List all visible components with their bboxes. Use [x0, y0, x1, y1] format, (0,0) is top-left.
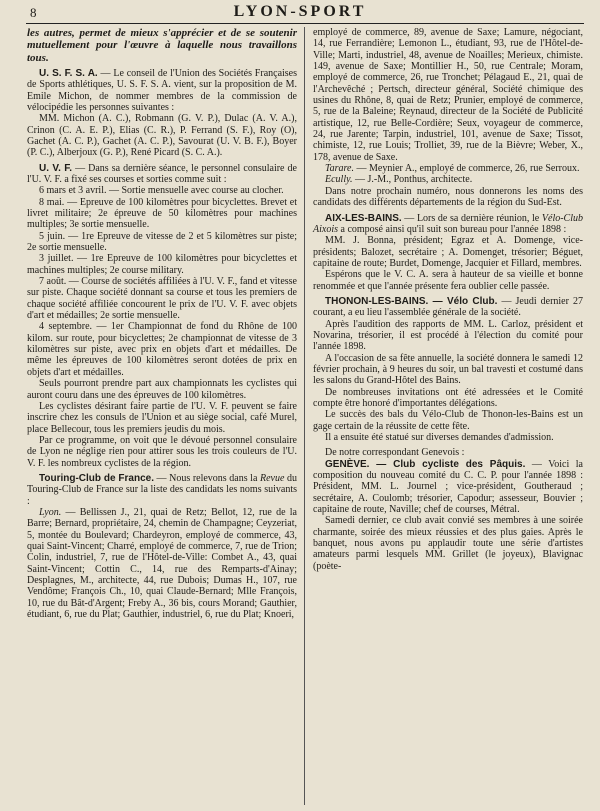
uvf-text: — Dans sa dernière séance, le personnel consulaire de l'U. V. F. a fixé ses courses et sorties comme suit : — [27, 162, 297, 185]
tarare-text: — Meynier A., employé de commerce, 26, rue Serroux. — [354, 163, 580, 175]
left-column — [27, 27, 297, 620]
tarare-label: Tarare. — [325, 163, 354, 175]
geneve-text: — Voici la composition du nouveau comité du C. C. P. pour l'année 1898 : Président, MM. L. Journel ; vice-président, Goutheraud ; secrétaire, A. Coulomb; trésorier, Capodur; assesseur, Bouvier ; capitaine de route, Naville; chef de courses, Métral. — [313, 458, 583, 516]
usfsa-paragraph — [27, 68, 297, 113]
usfsa-text: — Le conseil de l'Union des Sociétés Françaises de Sports athlétiques, U. S. F. S. A. vient, sur la proposition de M. Emile Michon, de nommer membres de la commission de vélocipédie les personnes suivantes : — [27, 67, 298, 113]
usfsa-heading: U. S. F. S. A. — [39, 67, 98, 79]
geneve-paragraph — [313, 459, 583, 516]
thonon-paragraph-4: De nombreuses invitations ont été adressées et le Comité compte être honoré d'importantes délégations. — [313, 386, 583, 409]
next-issue-note: Dans notre prochain numéro, nous donnerons les noms des candidats des différents départements de la région du Sud-Est. — [313, 185, 583, 209]
lyon-text: — Bellissen J., 21, quai de Retz; Bellot, 12, rue de la Barre; Bernard, propriétaire, 24, chemin de Champagne; Ceyzeriat, 5, montée du Boulevard; Chardeyron, employé de commerce, 43, quai Saint-Vincent; Charré, employé de commerce, 7, rue de Trion; Colin, industriel, 7, rue de l'Hôtel-de-Ville: Combet A., 43, quai Saint-Vincent; Cottin C., 14, rue des Remparts-d'Ainay; Desplagnes, M., architecte, 44, rue Dubois; Dumas H., 107, rue Vendôme; François Ch., 10, quai Claude-Bernard; Mlle François, 10, rue du Bât-d'Argent; Freby A., 36 bis, cours Morand; Gauthier, étudiant, 6, rue du Plat; Gauthier, industriel, 6, rue du Plat; Knoeri, — [27, 506, 297, 621]
uvf-item: Les cyclistes désirant faire partie de l'U. V. F. peuvent se faire inscrire chez les consuls de l'Union et au siège social, café Murel, place Bellecour, tous les premiers jeudis du mois. — [27, 400, 297, 435]
ecully-text: — J.-M., Ponthus, architecte. — [352, 174, 473, 186]
uvf-item: Seuls pourront prendre part aux championnats les cyclistes qui auront couru dans une des épreuves de 100 kilomètres. — [27, 378, 297, 401]
ecully-label: Ecully. — [325, 174, 353, 186]
uvf-item: 4 septembre. — 1er Championnat de fond du Rhône de 100 kilom. sur route, pour bicyclettes; 2e championnat de vitesse de 3 kilomètres sur piste, avec prix en objets d'art et médailles. De même les épreuves de 100 kilomètres seront dotées de prix en objets d'art et médailles. — [27, 321, 297, 378]
tarare-entry — [313, 163, 583, 174]
uvf-item: 6 mars et 3 avril. — Sortie mensuelle avec course au clocher. — [39, 185, 284, 197]
thonon-paragraph-5: Le succès des bals du Vélo-Club de Thonon-les-Bains est un gage certain de la réussite de cette fête. — [313, 409, 583, 432]
thonon-paragraph-6: Il a ensuite été statué sur diverses demandes d'admission. — [325, 432, 554, 444]
aix-paragraph — [313, 213, 583, 236]
intro-paragraph: les autres, permet de mieux s'apprécier et de se soutenir mutuellement pour l'œuvre à laquelle nous travaillons tous. — [27, 27, 297, 64]
thonon-paragraph-2: Après l'audition des rapports de MM. L. Carloz, président et Novarina, trésorier, il est procédé à l'élection du comité pour l'année 1898. — [313, 318, 583, 353]
geneva-correspondent: De notre correspondant Genevois : — [325, 447, 465, 459]
thonon-heading: THONON-LES-BAINS. — Vélo Club. — [325, 295, 498, 307]
page-number: 8 — [30, 5, 37, 20]
ecully-entry — [313, 174, 583, 185]
uvf-item: 7 août. — Course de sociétés affiliées à l'U. V. F., fand et vitesse sur piste. Chaque société donnant sa course et tous les premiers de chaque société affiliée concourent le prix de l'U. V. F. avec objets d'art et médailles; 2e sortie mensuelle. — [27, 276, 297, 322]
thonon-text: — Jeudi dernier 27 courant, a eu lieu l'assemblée générale de la société. — [313, 295, 583, 319]
right-column — [313, 27, 583, 572]
candidates-continued: employé de commerce, 89, avenue de Saxe; Lamure, négociant, 14, rue Ferrandière; Lemonon L., étudiant, 93, rue de l'Hôtel-de-Ville; Marti, industriel, 48, avenue de Noailles; Merieux, chimiste. 149, avenue de Saxe; Montillier H., 50, rue Centrale; Moram, employé de commerce, 26, rue Tronchet; Pélagaud E., 21, quai de l'Archevêché ; Pertsch, directeur général, Société chimique des usines du Rhône, 8, quai de Retz; Prunier, employé de commerce, 5, rue de la Baleine; Reynaud, directeur de la Société de Publicité artistique, 12, rue Belle-Cordière; Seux, voyageur de commerce, 24, rue Jarente; Tarpin, industriel, 101, avenue de Saxe; Tissot, chimiste, 12, rue Louis; Trolliet, 39, rue de la Bièvre; Weber, X., 178, avenue de Saxe. — [313, 27, 583, 163]
geneve-paragraph-2: Samedi dernier, ce club avait convié ses membres à une soirée charmante, soirée des mieux réussies et des plus gaies. Après le banquet, nous avons pu applaudir toute une série d'artistes amateurs parmi lesquels MM. Grillet (le joyeux), Blavignac (poète- — [313, 515, 583, 572]
uvf-heading: U. V. F. — [39, 162, 72, 174]
thonon-paragraph-3: A l'occasion de sa fête annuelle, la société donnera le samedi 12 février prochain, à 9 heures du soir, un bal travesti et costumé dans les salons du Grand-Hôtel des Bains. — [313, 352, 583, 387]
thonon-paragraph — [313, 296, 583, 319]
touring-club-heading: Touring-Club de France. — [39, 472, 154, 484]
aix-names: MM. J. Bonna, président; Egraz et A. Domenge, vice-présidents; Balozet, secrétaire ; A. Domenget, trésorier; Béguet, capitaine de route; Burdet, Domenge, Jacquier et Fillard, membres. — [313, 235, 583, 269]
masthead: LYON-SPORT — [233, 3, 367, 20]
aix-text: — Lors de sa dernière réunion, le — [401, 212, 542, 224]
lyon-candidates — [27, 507, 297, 620]
aix-heading: AIX-LES-BAINS. — [325, 212, 402, 224]
uvf-item: 3 juillet. — 1re Epreuve de 100 kilomètres pour bicyclettes et machines multiples; 2e course military. — [27, 253, 297, 276]
touring-club-paragraph — [27, 473, 297, 507]
revue-title: Revue — [259, 472, 285, 484]
column-divider — [304, 27, 305, 805]
lyon-label: Lyon. — [39, 506, 62, 518]
header-rule — [26, 23, 584, 24]
touring-club-text: — Nous relevons dans la — [156, 472, 260, 484]
geneve-heading: GENÈVE. — Club cycliste des Pâquis. — [325, 458, 526, 470]
uvf-item: 5 juin. — 1re Epreuve de vitesse de 2 et 5 kilomètres sur piste; 2e sortie mensuelle. — [27, 230, 297, 254]
usfsa-names: MM. Michon (A. C.), Robmann (G. V. P.), Dulac (A. V. A.), Crinon (C. A. E. P.), Elias (C. R.), P. Ferrand (S. F.), Roy (O), Gachet (A. C. P.), Gachet (A. C. P.), Savourat (U. V. B. F.), Boyer (P. C.), Alberjoux (G. P.), René Picard (S. C. A.). — [27, 113, 297, 159]
uvf-item: 8 mai. — Epreuve de 100 kilomètres pour bicyclettes. Brevet et livret militaire; 2e épreuve de 50 kilomètres pour machines multiples; 3e sortie mensuelle. — [27, 196, 297, 231]
uvf-paragraph — [27, 163, 297, 186]
uvf-item: Par ce programme, on voit que le dévoué personnel consulaire de Lyon ne néglige rien pour attirer sous les trois couleurs de l'U. V. F. les nombreux cyclistes de la région. — [27, 434, 297, 469]
aix-club-name: Vélo-Club Aixois — [313, 212, 583, 235]
aix-hope: Espérons que le V. C. A. sera à hauteur de sa vieille et bonne renommée et que l'année présente fera oublier celle passée. — [313, 269, 583, 292]
touring-club-text-2: du Touring-Club de France sur la liste des candidats les noms suivants : — [27, 472, 297, 507]
aix-text-2: a composé ainsi qu'il suit son bureau pour l'année 1898 : — [338, 223, 567, 235]
